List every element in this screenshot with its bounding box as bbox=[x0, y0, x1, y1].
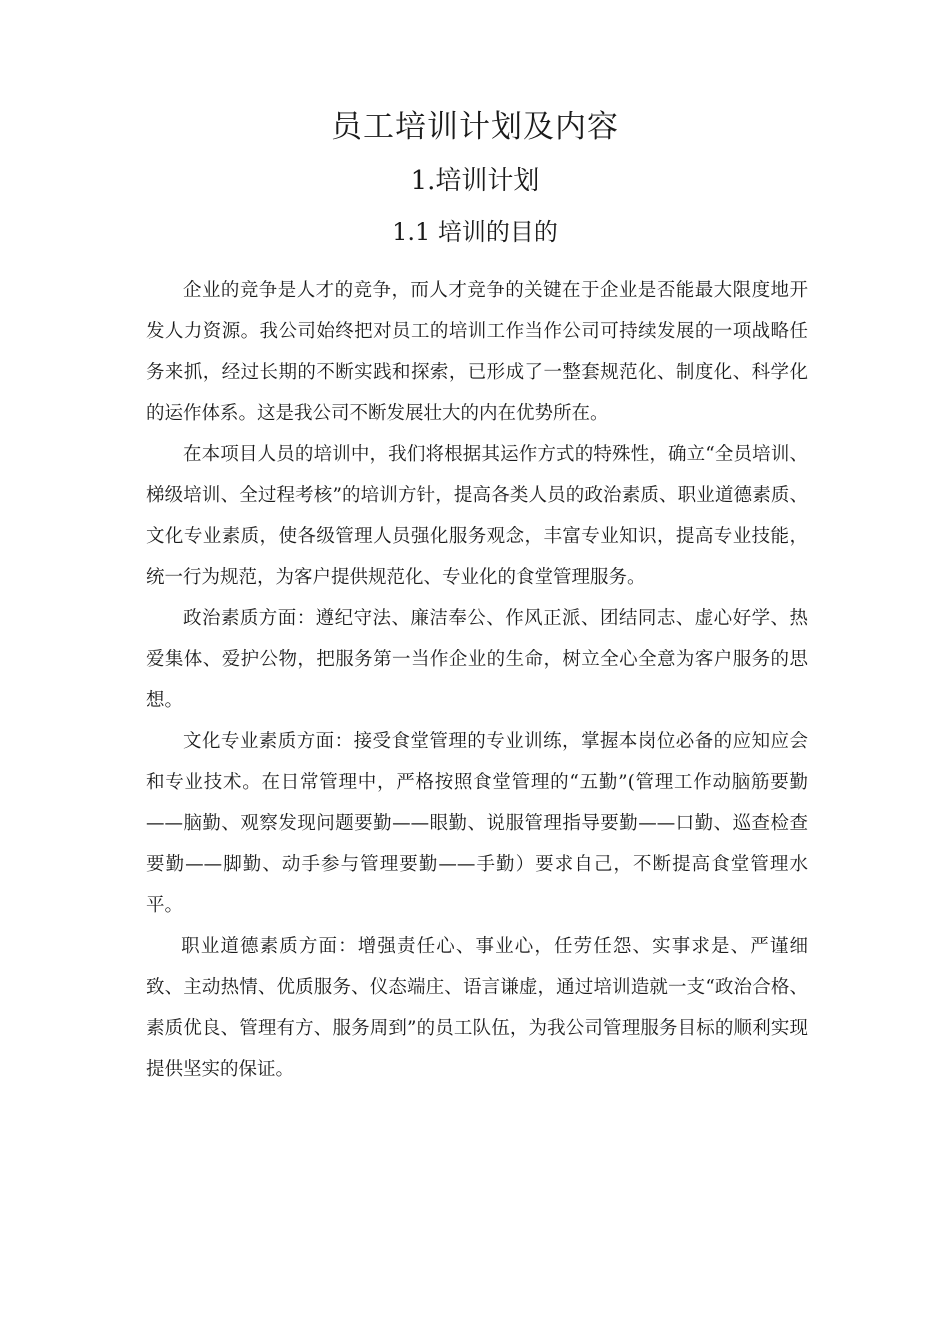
subsection-heading: 1.1 培训的目的 bbox=[392, 218, 558, 246]
paragraph-professional-quality: 文化专业素质方面：接受食堂管理的专业训练，掌握本岗位必备的应知应会和专业技术。在日常管理中，严格按照食堂管理的“五勤”(管理工作动脑筋要勤——脑勤、观察发现问题要勤——眼勤、说服管理指导要勤——口勤、巡查检查要勤——脚勤、动手参与管理要勤——手勤）要求自己，不断提高食堂管理水平。 bbox=[146, 731, 808, 916]
section-heading: 1.培训计划 bbox=[410, 166, 540, 196]
paragraph-political-quality: 政治素质方面：遵纪守法、廉洁奉公、作风正派、团结同志、虚心好学、热爱集体、爱护公物，把服务第一当作企业的生命，树立全心全意为客户服务的思想。 bbox=[146, 608, 808, 711]
paragraph-purpose: 企业的竞争是人才的竞争，而人才竞争的关键在于企业是否能最大限度地开发人力资源。我公司始终把对员工的培训工作当作公司可持续发展的一项战略任务来抓，经过长期的不断实践和探索，已形成了一整套规范化、制度化、科学化的运作体系。这是我公司不断发展壮大的内在优势所在。 bbox=[146, 280, 808, 424]
document-title: 员工培训计划及内容 bbox=[331, 109, 619, 145]
document-body bbox=[146, 270, 808, 1090]
paragraph-training-policy: 在本项目人员的培训中，我们将根据其运作方式的特殊性，确立“全员培训、梯级培训、全过程考核”的培训方针，提高各类人员的政治素质、职业道德素质、文化专业素质，使各级管理人员强化服务观念，丰富专业知识，提高专业技能，统一行为规范，为客户提供规范化、专业化的食堂管理服务。 bbox=[146, 444, 808, 588]
paragraph-ethics-quality: 职业道德素质方面：增强责任心、事业心，任劳任怨、实事求是、严谨细致、主动热情、优质服务、仪态端庄、语言谦虚，通过培训造就一支“政治合格、素质优良、管理有方、服务周到”的员工队伍，为我公司管理服务目标的顺利实现提供坚实的保证。 bbox=[146, 936, 808, 1080]
